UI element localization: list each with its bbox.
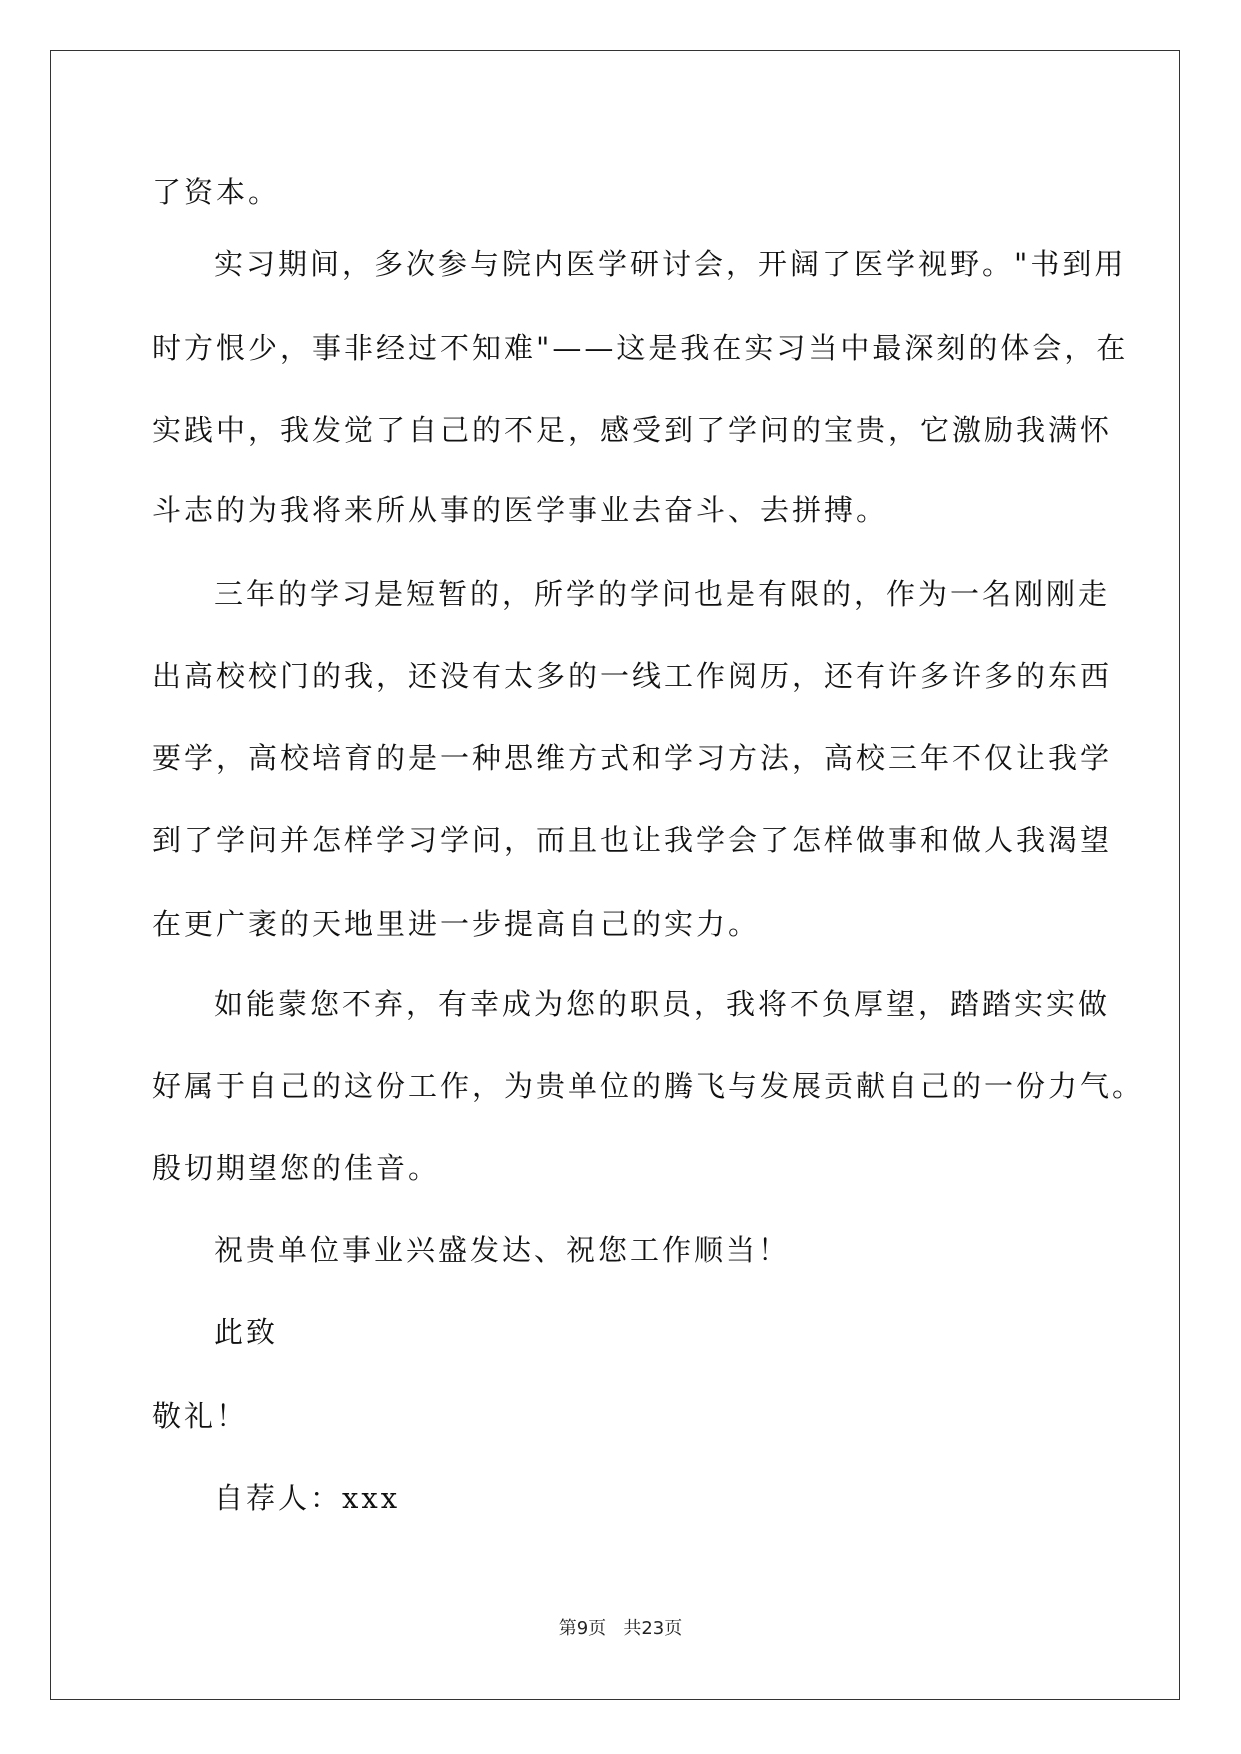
page-total: 共23页	[623, 1618, 683, 1639]
text-line: 好属于自己的这份工作，为贵单位的腾飞与发展贡献自己的一份力气。	[152, 1069, 1145, 1103]
text-line: 到了学问并怎样学习学问，而且也让我学会了怎样做事和做人我渴望	[152, 823, 1113, 857]
text-line: 祝贵单位事业兴盛发达、祝您工作顺当！	[214, 1233, 791, 1267]
text-line: 斗志的为我将来所从事的医学事业去奋斗、去拼搏。	[152, 493, 889, 527]
text-line: 敬礼！	[152, 1399, 249, 1433]
text-line: 在更广袤的天地里进一步提高自己的实力。	[152, 907, 761, 941]
text-line: 了资本。	[152, 175, 281, 209]
text-line: 时方恨少，事非经过不知难"——这是我在实习当中最深刻的体会，在	[152, 331, 1129, 365]
text-line: 自荐人：xxx	[214, 1481, 401, 1515]
text-line: 要学，高校培育的是一种思维方式和学习方法，高校三年不仅让我学	[152, 741, 1113, 775]
text-line: 殷切期望您的佳音。	[152, 1151, 441, 1185]
page-frame	[50, 50, 1180, 1700]
page-number: 第9页	[558, 1618, 607, 1639]
text-line: 三年的学习是短暂的，所学的学问也是有限的，作为一名刚刚走	[214, 577, 1111, 611]
page-footer	[0, 1617, 1241, 1641]
text-line: 此致	[214, 1315, 279, 1349]
text-line: 如能蒙您不弃，有幸成为您的职员，我将不负厚望，踏踏实实做	[214, 987, 1111, 1021]
text-line: 实践中，我发觉了自己的不足，感受到了学问的宝贵，它激励我满怀	[152, 413, 1113, 447]
text-line: 实习期间，多次参与院内医学研讨会，开阔了医学视野。"书到用	[214, 247, 1127, 281]
text-line: 出高校校门的我，还没有太多的一线工作阅历，还有许多许多的东西	[152, 659, 1113, 693]
